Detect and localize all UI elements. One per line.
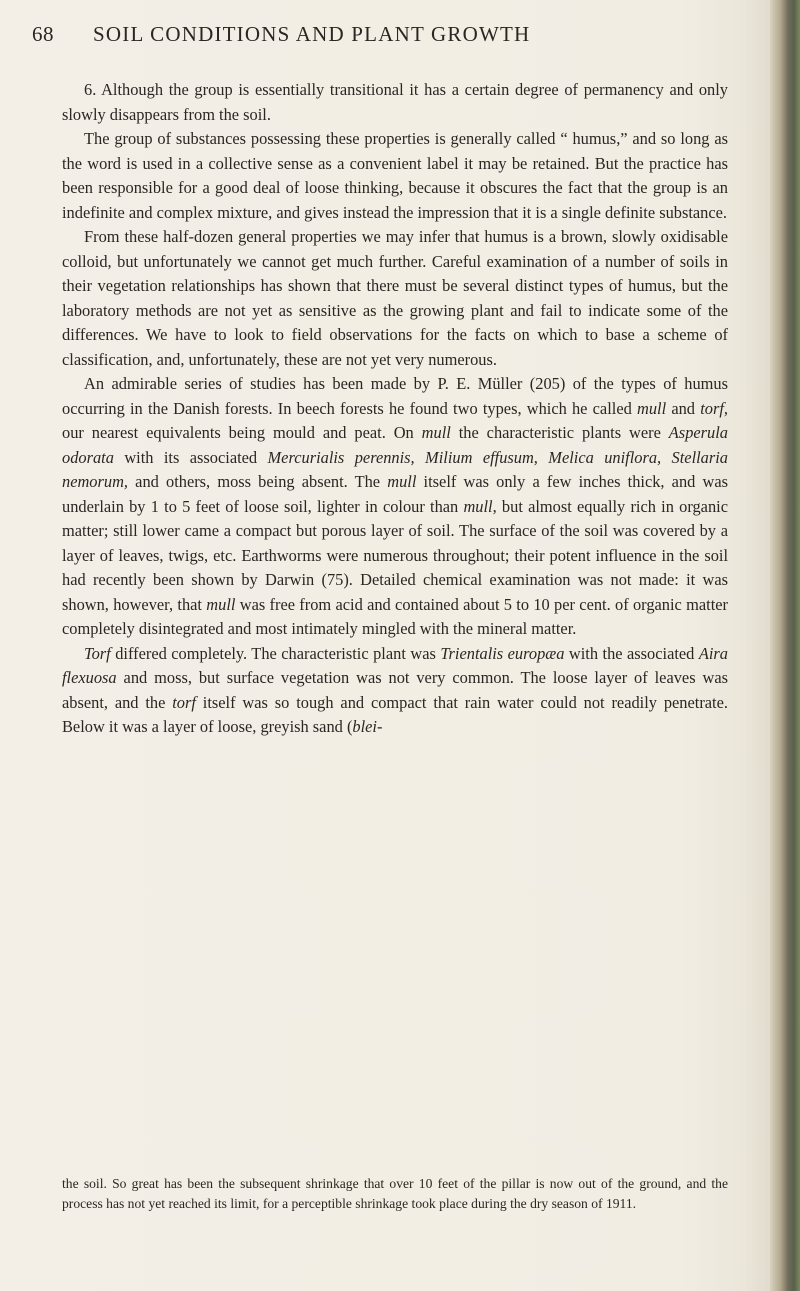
paragraph-1 (62, 78, 728, 127)
italic-run: mull (387, 472, 417, 491)
italic-run: torf (172, 692, 196, 712)
italic-run: mull (463, 496, 493, 516)
text-run: and others, moss being absent. The (128, 472, 388, 491)
footnote (62, 1174, 728, 1214)
text-run: The group of substances possessing these properties is generally called “ humus,” and so long as the word is used in a collective sense as a convenient label it may be retained. But the practice has been responsible for a good deal of loose thinking, because it obscures the fact that the group is an indefinite and complex mixture, and gives instead the impression that it is a single definite substance. (62, 129, 728, 222)
italic-run: Trientalis europæa (440, 643, 565, 663)
text-run: with the associated (564, 643, 699, 663)
paragraph-2 (62, 127, 728, 225)
text-run: itself was so tough and compact that rain water could not readily penetrate. Below it was a layer of loose, greyish sand ( (62, 692, 728, 736)
italic-run: Mercurialis perennis, Milium effusum, Melica uniflora, Stellaria nemorum, (62, 447, 728, 491)
italic-run: mull (421, 423, 451, 442)
italic-run: mull (637, 398, 667, 418)
paragraph-5 (62, 642, 728, 740)
text-run: 6. Although the group is essentially transitional it has a certain degree of permanency and only slowly disappears from the soil. (62, 80, 728, 124)
text-run: the characteristic plants were (450, 423, 669, 442)
italic-run: blei- (352, 717, 383, 736)
text-run: and (666, 398, 701, 418)
text-run: and moss, but surface vegetation was not very common. The loose layer of leaves was absent, and the (62, 668, 728, 712)
italic-run: Torf (84, 643, 111, 663)
page-edge-shadow (770, 0, 800, 1291)
running-title: SOIL CONDITIONS AND PLANT GROWTH (93, 22, 531, 46)
body-text (62, 78, 728, 740)
italic-run: Aira flexuosa (62, 643, 728, 687)
text-run: From these half-dozen general properties we may infer that humus is a brown, slowly oxidisable colloid, but unfortunately we cannot get much further. Careful examination of a number of soils in their vegetation relationships has shown that there must be several distinct types of humus, but the laboratory methods are not yet as sensitive as the growing plant and fail to indicate some of the differences. We have to look to field observations for the facts on which to base a scheme of classification, and, unfortunately, these are not yet very numerous. (62, 227, 728, 369)
text-run: An admirable series of studies has been made by P. E. Müller (205) of the types of humus occurring in the Danish forests. In beech forests he found two types, which he called (62, 374, 728, 418)
italic-run: torf (700, 398, 724, 418)
text-run: differed completely. The characteristic plant was (110, 643, 441, 663)
text-run: itself was only a few inches thick, and was underlain by 1 to 5 feet of loose soil, lighter in colour than (62, 472, 728, 516)
text-run: , but almost equally rich in organic matter; still lower came a compact but porous layer of soil. The surface of the soil was covered by a layer of leaves, twigs, etc. Earthworms were numerous throughout; their potent influence in the soil had recently been shown by Darwin (75). Detailed chemical examination was not made: it was shown, however, that (62, 496, 728, 614)
paragraph-4 (62, 372, 728, 642)
page-header (32, 22, 730, 52)
page-number: 68 (32, 22, 54, 46)
text-run: , our nearest equivalents being mould and peat. On (62, 398, 728, 442)
footnote-text: the soil. So great has been the subsequent shrinkage that over 10 feet of the pillar is now out of the ground, and the process has not yet reached its limit, for a perceptible shrinkage took place during the dry season of 1911. (62, 1176, 728, 1211)
italic-run: Asperula odorata (62, 423, 728, 467)
paragraph-3 (62, 225, 728, 372)
text-run: with its associated (113, 447, 268, 467)
italic-run: mull (206, 594, 236, 614)
text-run: was free from acid and contained about 5 to 10 per cent. of organic matter completely disintegrated and most intimately mingled with the mineral matter. (62, 594, 728, 638)
